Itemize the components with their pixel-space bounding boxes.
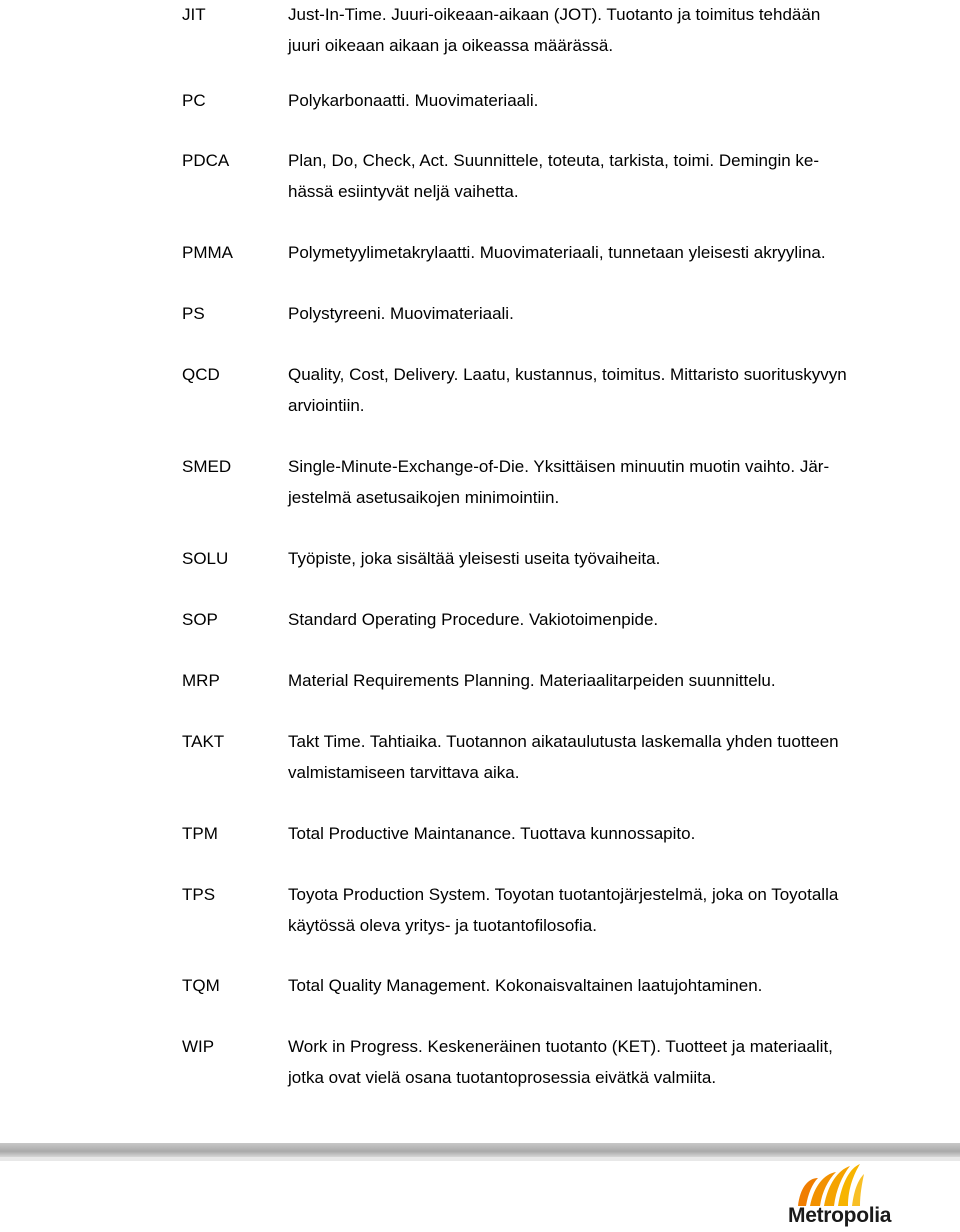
glossary-term: TPS (182, 885, 216, 904)
glossary-term: PS (182, 304, 205, 323)
glossary-definition: Toyota Production System. Toyotan tuotantojärjestelmä, joka on Toyotalla käytössä oleva yritys- ja tuotantofilosofia. (288, 885, 839, 935)
glossary-term: PMMA (182, 243, 233, 262)
glossary-definition: Work in Progress. Keskeneräinen tuotanto (KET). Tuotteet ja materiaalit, jotka ovat vielä osana tuotantoprosessia eivätkä valmiita. (288, 1037, 833, 1087)
glossary-term: TQM (182, 976, 220, 995)
glossary-definition: Single-Minute-Exchange-of-Die. Yksittäisen minuutin muotin vaihto. Jär- jestelmä asetusaikojen minimointiin. (288, 457, 830, 507)
glossary-definition: Polykarbonaatti. Muovimateriaali. (288, 91, 539, 110)
footer-divider-band (0, 1143, 960, 1157)
glossary-term: MRP (182, 671, 220, 690)
glossary-definition: Quality, Cost, Delivery. Laatu, kustannus, toimitus. Mittaristo suorituskyvyn arviointiin. (288, 365, 847, 415)
glossary-term: JIT (182, 5, 206, 24)
glossary-definition: Työpiste, joka sisältää yleisesti useita työvaiheita. (288, 549, 661, 568)
glossary-definition: Total Quality Management. Kokonaisvaltainen laatujohtaminen. (288, 976, 763, 995)
glossary-term: TPM (182, 824, 218, 843)
glossary-term: TAKT (182, 732, 225, 751)
metropolia-logo (788, 1160, 928, 1230)
glossary-term: SOP (182, 610, 218, 629)
metropolia-logo-mark-icon (788, 1160, 928, 1208)
glossary-definition: Material Requirements Planning. Materiaalitarpeiden suunnittelu. (288, 671, 776, 690)
glossary-definition: Plan, Do, Check, Act. Suunnittele, toteuta, tarkista, toimi. Demingin ke- hässä esiintyvät neljä vaihetta. (288, 151, 820, 201)
glossary-definition: Standard Operating Procedure. Vakiotoimenpide. (288, 610, 659, 629)
glossary-term: PDCA (182, 151, 230, 170)
glossary-definition: Total Productive Maintanance. Tuottava kunnossapito. (288, 824, 696, 843)
glossary-definition: Polystyreeni. Muovimateriaali. (288, 304, 514, 323)
metropolia-logo-text: Metropolia (788, 1204, 892, 1227)
glossary-term: SMED (182, 457, 232, 476)
glossary-term: WIP (182, 1037, 215, 1056)
glossary-definition: Takt Time. Tahtiaika. Tuotannon aikataulutusta laskemalla yhden tuotteen valmistamiseen tarvittava aika. (288, 732, 839, 782)
glossary-term: QCD (182, 365, 220, 384)
glossary-term: SOLU (182, 549, 229, 568)
glossary-definition: Just-In-Time. Juuri-oikeaan-aikaan (JOT). Tuotanto ja toimitus tehdään juuri oikeaan aikaan ja oikeassa määrässä. (288, 5, 821, 55)
glossary-term: PC (182, 91, 206, 110)
glossary-definition: Polymetyylimetakrylaatti. Muovimateriaali, tunnetaan yleisesti akryylina. (288, 243, 826, 262)
